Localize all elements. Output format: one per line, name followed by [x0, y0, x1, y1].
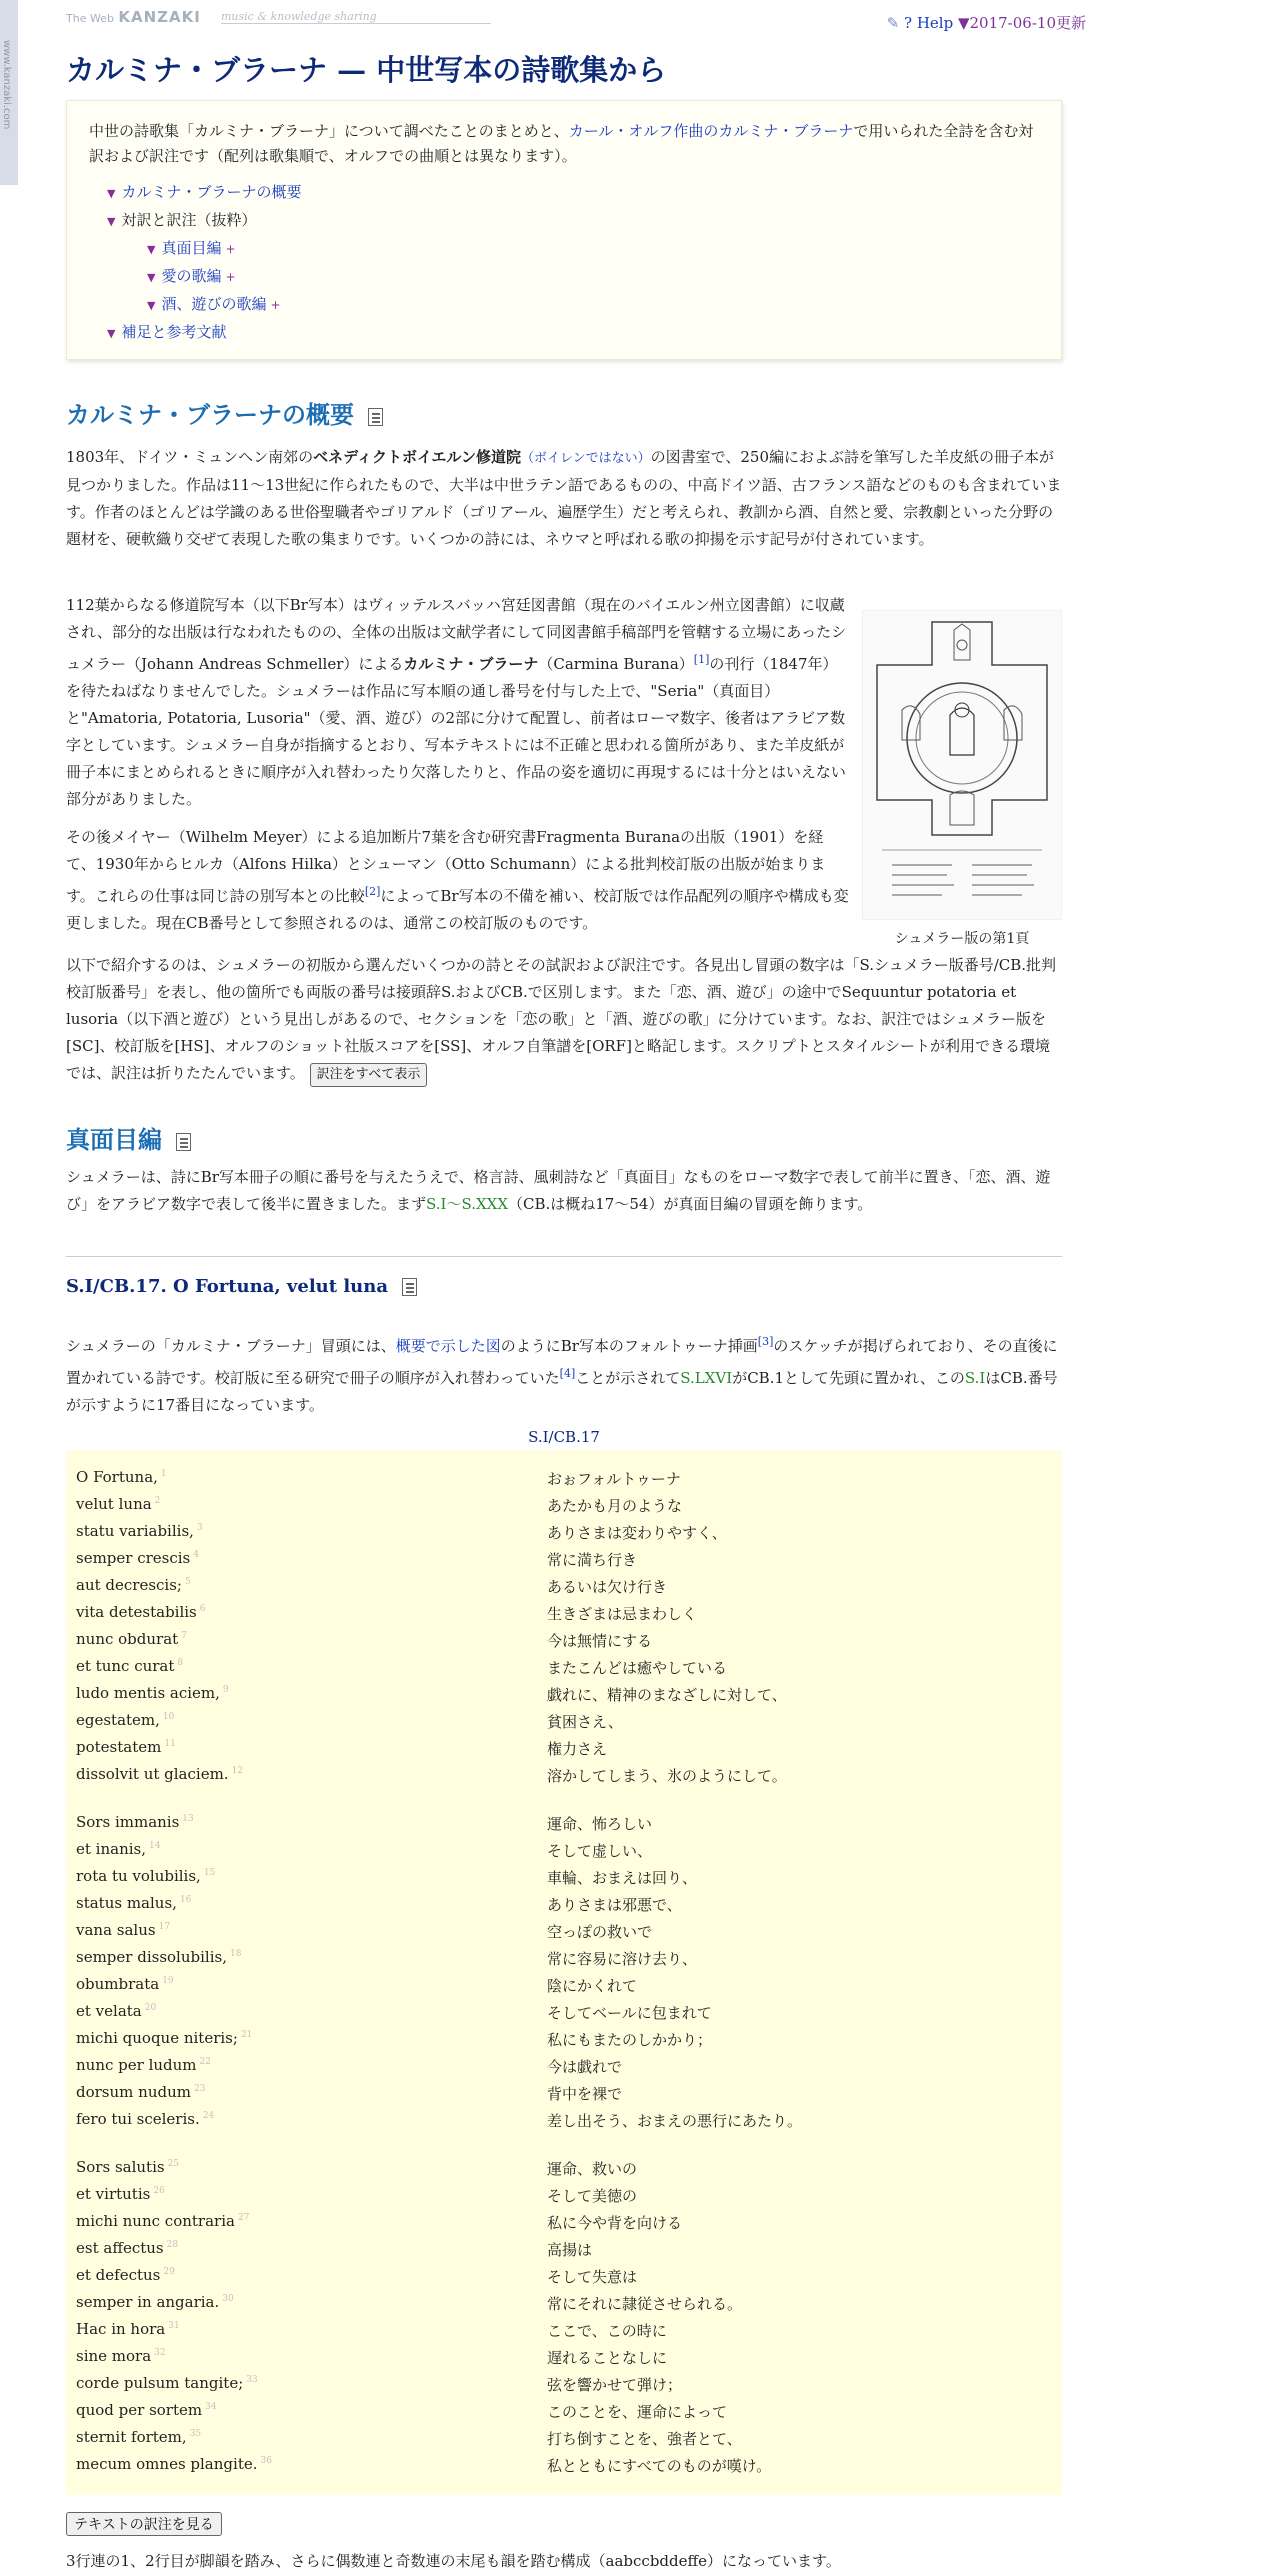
- latin-line: [76, 1813, 194, 1831]
- latin-line: [76, 1867, 215, 1885]
- toc-label-translation: 対訳と訳注（抜粋）: [121, 210, 257, 229]
- o-fortuna-intro: [66, 1328, 1062, 1419]
- latin-text: Sors salutis: [76, 2158, 165, 2176]
- line-number: 13: [182, 1814, 194, 1824]
- header-right: [887, 12, 1086, 33]
- verse-line: [66, 1809, 1062, 1836]
- line-number: 3: [196, 1523, 203, 1533]
- japanese-line: 常にそれに隷従させられる。: [547, 2295, 743, 2313]
- line-number: 21: [240, 2030, 253, 2040]
- line-number: 27: [237, 2213, 250, 2223]
- latin-line: [76, 2185, 165, 2203]
- latin-line: [76, 1657, 183, 1675]
- latin-text: velut luna: [76, 1495, 152, 1513]
- intro-c: のスケッチが掲げられており、その直後に置かれている詩です。校訂版に至る研究で冊子の順序が入れ替わっていた: [66, 1337, 1058, 1387]
- overview-p2-d: の刊行（1847年）を待たねばなりませんでした。シュメラーは作品に写本順の通し番号を付与した上で、"Seria"（真面目）と"Amatoria, Potatoria, Lusoria"（愛、酒、遊び）の2部に分けて配置し、前者はローマ数字、後者はアラビア数字としています。シュメラー自身が指摘するとおり、写本テキストには不正確と思われる箇所があり、また羊皮紙が冊子本にまとめられるときに順序が入れ替わったり欠落したりと、作品の姿を適切に再現するには十分とはいえない部分がありました。: [66, 655, 846, 808]
- japanese-line: 空っぽの救いで: [547, 1923, 653, 1941]
- rhyme-scheme-text: 3行連の1、2行目が脚韻を踏み、さらに偶数連と奇数連の末尾も韻を踏む構成（aabccbddeffe）になっています。: [66, 2552, 841, 2570]
- latin-line: [76, 2002, 156, 2020]
- line-number: 32: [154, 2348, 166, 2358]
- overview-p1-c: の図書室で、250編におよぶ詩を筆写した羊皮紙の冊子本が見つかりました。作品は11～13世紀に作られたもので、大半は中世ラテン語であるものの、中高ドイツ語、古フランス語などのものも含まれています。作者のほとんどは学識のある世俗聖職者やゴリアルド（ゴリアール、遍歴学生）だと考えられ、教訓から酒、自然と愛、宗教劇といった分野の題材を、硬軟織り交ぜて表現した歌の集まりです。いくつかの詩には、ネウマと呼ばれる歌の抑揚を示す記号が付されています。: [66, 448, 1062, 548]
- verse-line: [66, 2451, 1062, 2478]
- site-tagline: music & knowledge sharing: [221, 10, 491, 24]
- line-number: 9: [222, 1685, 229, 1695]
- verse-line: [66, 1572, 1062, 1599]
- section-heading-overview-text: カルミナ・ブラーナの概要: [66, 400, 354, 429]
- site-brand[interactable]: [66, 8, 201, 26]
- japanese-line: 打ち倒すことを、強者とて、: [547, 2430, 742, 2448]
- stanza-2: [66, 1809, 1062, 2133]
- overview-p3-b: によってBr写本の不備を補い、校訂版では作品配列の順序や構成も変更しました。現在CB番号として参照されるのは、通常この校訂版のものです。: [66, 887, 849, 932]
- line-number: 19: [162, 1976, 174, 1986]
- latin-text: aut decrescis;: [76, 1576, 182, 1594]
- schmeller-figure: [862, 610, 1062, 948]
- line-number: 34: [205, 2402, 217, 2412]
- verse-line: [66, 2025, 1062, 2052]
- show-all-notes-button[interactable]: 訳注をすべて表示: [310, 1063, 428, 1087]
- latin-text: status malus,: [76, 1894, 177, 1912]
- line-number: 14: [149, 1841, 161, 1851]
- verse-line: [66, 1890, 1062, 1917]
- latin-text: vita detestabilis: [76, 1603, 197, 1621]
- latin-line: [76, 2158, 179, 2176]
- japanese-line: おぉフォルトゥーナ: [547, 1470, 681, 1488]
- intro-a: シュメラーの「カルミナ・ブラーナ」冒頭には、: [66, 1337, 396, 1355]
- feather-icon[interactable]: ✎: [886, 14, 900, 32]
- japanese-line: 生きざまは忌まわしく: [547, 1605, 698, 1623]
- latin-line: [76, 2320, 180, 2338]
- page-title: カルミナ・ブラーナ — 中世写本の詩歌集から: [66, 53, 667, 87]
- line-number: 4: [193, 1550, 199, 1560]
- latin-text: et inanis,: [76, 1840, 146, 1858]
- toc-item-love[interactable]: [89, 263, 1039, 291]
- latin-line: [76, 1576, 191, 1594]
- overview-p2-c: （Carmina Burana）: [538, 655, 694, 673]
- line-number: 30: [222, 2294, 234, 2304]
- verse-line: [66, 2397, 1062, 2424]
- footnote-ref-2[interactable]: [2]: [364, 885, 381, 898]
- japanese-line: 権力さえ: [547, 1740, 608, 1758]
- section-heading-overview: [66, 395, 383, 430]
- latin-line: [76, 2266, 175, 2284]
- latin-line: [76, 2347, 166, 2365]
- latin-text: et defectus: [76, 2266, 161, 2284]
- verse-line: [66, 2052, 1062, 2079]
- latin-text: dorsum nudum: [76, 2083, 191, 2101]
- verse-table: [66, 1450, 1062, 2495]
- toc-box: [66, 100, 1062, 360]
- japanese-line: あるいは欠け行き: [547, 1578, 668, 1596]
- section-heading-seria-text: 真面目編: [66, 1125, 162, 1154]
- latin-text: michi quoque niteris;: [76, 2029, 238, 2047]
- latin-text: egestatem,: [76, 1711, 160, 1729]
- overview-paragraph-1: [66, 444, 1062, 553]
- japanese-line: 戯れに、精神のまなざしに対して、: [547, 1686, 787, 1704]
- latin-line: [76, 1765, 243, 1783]
- verse-line: [66, 2289, 1062, 2316]
- seria-p-a: シュメラーは、詩にBr写本冊子の順に番号を与えたうえで、格言詩、風刺詩など「真面目」なものをローマ数字で表して前半に置き、「恋、酒、遊び」をアラビア数字で表して後半に置きました。まず: [66, 1168, 1051, 1213]
- latin-line: [76, 2428, 201, 2446]
- verse-line: [66, 1626, 1062, 1653]
- japanese-line: 常に容易に溶け去り、: [547, 1950, 698, 1968]
- japanese-line: そして虚しい、: [547, 1842, 653, 1860]
- verse-line: [66, 2181, 1062, 2208]
- latin-line: [76, 1549, 199, 1567]
- japanese-line: 常に満ち行き: [547, 1551, 638, 1569]
- document-icon[interactable]: [368, 408, 383, 426]
- latin-line: [76, 2056, 211, 2074]
- toc-link-notes[interactable]: 補足と参考文献: [121, 322, 227, 341]
- japanese-line: 背中を裸で: [547, 2085, 623, 2103]
- japanese-line: 陰にかくれて: [547, 1977, 638, 1995]
- verse-line: [66, 1734, 1062, 1761]
- help-link[interactable]: ? Help: [904, 14, 954, 32]
- line-number: 35: [189, 2429, 202, 2439]
- latin-line: [76, 1894, 191, 1912]
- line-number: 8: [177, 1658, 184, 1668]
- footnote-ref-1[interactable]: [1]: [693, 653, 710, 666]
- verse-line: [66, 1599, 1062, 1626]
- triangle-down-icon: ▼: [147, 270, 156, 284]
- japanese-line: そして美徳の: [547, 2187, 638, 2205]
- toc-item-drink[interactable]: [89, 291, 1039, 319]
- toc-item-seria[interactable]: [89, 235, 1039, 263]
- top-bar: [66, 8, 1086, 30]
- toc-intro-text-b: で用いられた全詩を含む対訳および訳注です（配列は歌集順で、オルフでの曲順とは異なります）。: [89, 122, 1034, 165]
- latin-line: [76, 1603, 206, 1621]
- seria-p-b: （CB.は概ね17～54）が真面目編の冒頭を飾ります。: [508, 1195, 873, 1213]
- japanese-line: そしてベールに包まれて: [547, 2004, 712, 2022]
- latin-line: [76, 1684, 229, 1702]
- seria-paragraph: [66, 1164, 1062, 1218]
- overview-p2-title: カルミナ・ブラーナ: [403, 655, 539, 673]
- toc-link-drink[interactable]: 酒、遊びの歌編: [161, 294, 267, 313]
- brand-big: KANZAKI: [118, 8, 201, 26]
- japanese-line: 今は戯れで: [547, 2058, 623, 2076]
- overview-p3-a: その後メイヤー（Wilhelm Meyer）による追加断片7葉を含む研究書Fragmenta Buranaの出版（1901）を経て、1930年からヒルカ（Alfons Hilka）とシューマン（Otto Schumann）による批判校訂版の出版が始まります。これらの仕事は同じ詩の別写本との比較: [66, 828, 826, 905]
- section-divider: [66, 1256, 1062, 1257]
- japanese-line: 私とともにすべてのものが嘆け。: [547, 2457, 772, 2475]
- latin-text: et virtutis: [76, 2185, 151, 2203]
- verse-line: [66, 1653, 1062, 1680]
- latin-line: [76, 2293, 234, 2311]
- line-number: 15: [203, 1868, 216, 1878]
- latin-text: vana salus: [76, 1921, 156, 1939]
- verse-line: [66, 1998, 1062, 2025]
- document-icon[interactable]: [402, 1278, 417, 1296]
- triangle-down-icon: ▼: [107, 326, 116, 340]
- latin-line: [76, 1522, 203, 1540]
- line-number: 24: [202, 2111, 215, 2121]
- overview-paragraph-4: [66, 952, 1062, 1087]
- line-number: 23: [193, 2084, 206, 2094]
- verse-line: [66, 2079, 1062, 2106]
- line-number: 25: [167, 2159, 180, 2169]
- latin-line: [76, 2374, 258, 2392]
- figure-caption: シュメラー版の第1頁: [894, 931, 1030, 947]
- line-number: 31: [168, 2321, 180, 2331]
- japanese-line: 私にもまたのしかかり；: [547, 2031, 713, 2049]
- verse-line: [66, 2262, 1062, 2289]
- s-i-link[interactable]: S.I: [964, 1369, 986, 1387]
- verse-line: [66, 2154, 1062, 2181]
- latin-line: [76, 2455, 272, 2473]
- line-number: 6: [199, 1604, 206, 1614]
- line-number: 20: [144, 2003, 157, 2013]
- expand-plus-icon[interactable]: +: [225, 269, 236, 284]
- line-number: 29: [163, 2267, 175, 2277]
- intro-d: ことが示されて: [575, 1369, 681, 1387]
- latin-line: [76, 1840, 160, 1858]
- line-number: 7: [181, 1631, 187, 1641]
- japanese-line: 高揚は: [547, 2241, 593, 2259]
- line-number: 36: [260, 2456, 272, 2466]
- line-number: 2: [154, 1496, 161, 1506]
- latin-text: nunc obdurat: [76, 1630, 179, 1648]
- overview-paragraph-2: [66, 592, 852, 813]
- verse-caption: S.I/CB.17: [528, 1428, 600, 1446]
- site-url-vertical: www.kanzaki.com: [1, 40, 12, 130]
- japanese-line: ここで、この時に: [547, 2322, 667, 2340]
- overview-p2-a: 112葉からなる修道院写本（以下Br写本）はヴィッテルスバッハ宮廷図書館（現在のバイエルン州立図書館）に収蔵され、部分的な出版は行なわれたものの、全体の出版は文献学者にして同図書館手稿部門を管轄する立場にあったシュメラー（Johann Andreas Schmeller）による: [66, 596, 847, 673]
- verse-line: [66, 1836, 1062, 1863]
- line-number: 12: [231, 1766, 244, 1776]
- latin-text: et velata: [76, 2002, 142, 2020]
- brand-small: The Web: [66, 12, 114, 25]
- japanese-line: 貧困さえ、: [547, 1713, 623, 1731]
- verse-line: [66, 2370, 1062, 2397]
- latin-text: statu variabilis,: [76, 1522, 194, 1540]
- latin-line: [76, 2029, 252, 2047]
- latin-text: rota tu volubilis,: [76, 1867, 201, 1885]
- footnote-ref-4[interactable]: [4]: [559, 1367, 576, 1380]
- japanese-line: 遅れることなしに: [547, 2349, 668, 2367]
- latin-text: et tunc curat: [76, 1657, 175, 1675]
- overview-paragraph-3: [66, 824, 852, 937]
- seria-range-link[interactable]: S.I～S.XXX: [426, 1195, 508, 1213]
- line-number: 33: [246, 2375, 258, 2385]
- line-number: 1: [160, 1469, 167, 1479]
- verse-line: [66, 2316, 1062, 2343]
- document-icon[interactable]: [176, 1133, 191, 1151]
- verse-line: [66, 1863, 1062, 1890]
- toc-item-overview[interactable]: [89, 179, 1039, 207]
- footnote-ref-3[interactable]: [3]: [757, 1335, 774, 1348]
- toc-link-love[interactable]: 愛の歌編: [161, 266, 222, 285]
- japanese-line: ありさまは邪悪で、: [547, 1896, 682, 1914]
- latin-line: [76, 2110, 214, 2128]
- latin-text: quod per sortem: [76, 2401, 203, 2419]
- latin-line: [76, 2083, 205, 2101]
- latin-line: [76, 1630, 187, 1648]
- latin-text: fero tui sceleris.: [76, 2110, 200, 2128]
- line-number: 10: [162, 1712, 175, 1722]
- triangle-down-icon: ▼: [147, 298, 156, 312]
- toc-list: [89, 179, 1039, 347]
- overview-figure-link[interactable]: 概要で示した図: [395, 1337, 501, 1355]
- line-number: 11: [164, 1739, 176, 1749]
- line-number: 17: [158, 1922, 171, 1932]
- latin-line: [76, 1711, 174, 1729]
- latin-text: Sors immanis: [76, 1813, 180, 1831]
- overview-p1-monastery: ベネディクトボイエルン修道院: [313, 448, 521, 466]
- latin-text: semper in angaria.: [76, 2293, 220, 2311]
- stanza-1: [66, 1464, 1062, 1788]
- verse-line: [66, 1518, 1062, 1545]
- japanese-line: 今は無情にする: [547, 1632, 653, 1650]
- latin-line: [76, 2401, 217, 2419]
- verse-line: [66, 1491, 1062, 1518]
- line-number: 26: [153, 2186, 165, 2196]
- latin-line: [76, 1468, 167, 1486]
- latin-line: [76, 1975, 174, 1993]
- latin-text: michi nunc contraria: [76, 2212, 235, 2230]
- latin-text: nunc per ludum: [76, 2056, 197, 2074]
- latin-line: [76, 2239, 178, 2257]
- stanza-3: [66, 2154, 1062, 2478]
- verse-line: [66, 1971, 1062, 1998]
- latin-line: [76, 1921, 170, 1939]
- japanese-line: 差し出そう、おまえの悪行にあたり。: [547, 2112, 803, 2130]
- overview-p4-text: 以下で紹介するのは、シュメラーの初版から選んだいくつかの詩とその試訳および訳注です。各見出し冒頭の数字は「S.シュメラー版番号/CB.批判校訂版番号」を表し、他の箇所でも両版の番号は接頭辞S.およびCB.で区別します。また「恋、酒、遊び」の途中でSequuntur potatoria et lusoria（以下酒と遊び）という見出しがあるので、セクションを「恋の歌」と「酒、遊びの歌」に分けています。なお、訳注ではシュメラー版を[SC]、校訂版を[HS]、オルフのショット社版スコアを[SS]、オルフ自筆譜を[ORF]と略記します。スクリプトとスタイルシートが利用できる環境では、訳注は折りたたんでいます。: [66, 956, 1057, 1082]
- latin-text: corde pulsum tangite;: [76, 2374, 244, 2392]
- japanese-line: そして失意は: [547, 2268, 638, 2286]
- poem-heading-o-fortuna: [66, 1276, 417, 1297]
- verse-line: [66, 2106, 1062, 2133]
- intro-b: のようにBr写本のフォルトゥーナ挿画: [500, 1337, 758, 1355]
- text-notes-button[interactable]: テキストの訳注を見る: [66, 2512, 222, 2536]
- line-number: 5: [184, 1577, 191, 1587]
- latin-text: Hac in hora: [76, 2320, 166, 2338]
- toc-item-notes[interactable]: [89, 319, 1039, 347]
- japanese-line: 溶かしてしまう、氷のようにして。: [547, 1767, 787, 1785]
- line-number: 18: [229, 1949, 242, 1959]
- overview-p1-note: （ボイレンではない）: [520, 451, 651, 466]
- latin-text: sternit fortem,: [76, 2428, 187, 2446]
- verse-line: [66, 1944, 1062, 1971]
- japanese-line: 弦を響かせて弾け；: [547, 2376, 683, 2394]
- latin-line: [76, 1495, 160, 1513]
- verse-line: [66, 1464, 1062, 1491]
- expand-plus-icon[interactable]: +: [225, 241, 236, 256]
- latin-text: dissolvit ut glaciem.: [76, 1765, 229, 1783]
- toc-link-overview[interactable]: カルミナ・ブラーナの概要: [121, 182, 302, 201]
- s-lxvi-link[interactable]: S.LXVI: [680, 1369, 733, 1387]
- poem-heading-text: S.I/CB.17. O Fortuna, velut luna: [66, 1276, 389, 1297]
- japanese-line: 車輪、おまえは回り、: [547, 1869, 698, 1887]
- line-number: 28: [166, 2240, 179, 2250]
- verse-line: [66, 2343, 1062, 2370]
- toc-item-translation: [89, 207, 1039, 235]
- japanese-line: 運命、怖ろしい: [547, 1815, 653, 1833]
- side-strip: [0, 0, 18, 185]
- verse-line: [66, 1707, 1062, 1734]
- verse-line: [66, 1917, 1062, 1944]
- japanese-line: 私に今や背を向ける: [547, 2214, 683, 2232]
- latin-line: [76, 1738, 176, 1756]
- toc-link-seria[interactable]: 真面目編: [161, 238, 222, 257]
- latin-text: est affectus: [76, 2239, 164, 2257]
- latin-text: semper crescis: [76, 1549, 191, 1567]
- latin-text: sine mora: [76, 2347, 152, 2365]
- toc-intro: [89, 119, 1039, 169]
- verse-line: [66, 2424, 1062, 2451]
- japanese-line: またこんどは癒やしている: [547, 1659, 728, 1677]
- triangle-down-icon: ▼: [107, 186, 116, 200]
- latin-text: O Fortuna,: [76, 1468, 158, 1486]
- toc-intro-text-a: 中世の詩歌集「カルミナ・ブラーナ」について調べたことのまとめと、: [89, 122, 569, 140]
- verse-line: [66, 2235, 1062, 2262]
- verse-line: [66, 2208, 1062, 2235]
- section-heading-seria: [66, 1120, 191, 1155]
- latin-line: [76, 1948, 241, 1966]
- triangle-down-icon: ▼: [107, 214, 116, 228]
- latin-text: ludo mentis aciem,: [76, 1684, 220, 1702]
- japanese-line: ありさまは変わりやすく、: [547, 1524, 727, 1542]
- latin-text: semper dissolubilis,: [76, 1948, 227, 1966]
- line-number: 22: [199, 2057, 211, 2067]
- line-number: 16: [179, 1895, 192, 1905]
- orff-link[interactable]: カール・オルフ作曲のカルミナ・ブラーナ: [568, 122, 854, 140]
- intro-f: はCB.番号が示すように17番目になっています。: [66, 1369, 1058, 1414]
- latin-text: obumbrata: [76, 1975, 160, 1993]
- verse-line: [66, 1680, 1062, 1707]
- latin-line: [76, 2212, 249, 2230]
- updated-link[interactable]: ▼2017-06-10更新: [957, 14, 1086, 32]
- verse-line: [66, 1545, 1062, 1572]
- japanese-line: 運命、救いの: [547, 2160, 638, 2178]
- overview-p1-a: 1803年、ドイツ・ミュンヘン南郊の: [66, 448, 314, 466]
- latin-text: potestatem: [76, 1738, 162, 1756]
- verse-line: [66, 1761, 1062, 1788]
- triangle-down-icon: ▼: [147, 242, 156, 256]
- japanese-line: このことを、運命によって: [547, 2403, 728, 2421]
- japanese-line: あたかも月のような: [547, 1497, 683, 1515]
- intro-e: がCB.1として先頭に置かれ、この: [732, 1369, 965, 1387]
- expand-plus-icon[interactable]: +: [270, 297, 281, 312]
- latin-text: mecum omnes plangite.: [76, 2455, 258, 2473]
- schmeller-first-page-image[interactable]: [862, 610, 1062, 920]
